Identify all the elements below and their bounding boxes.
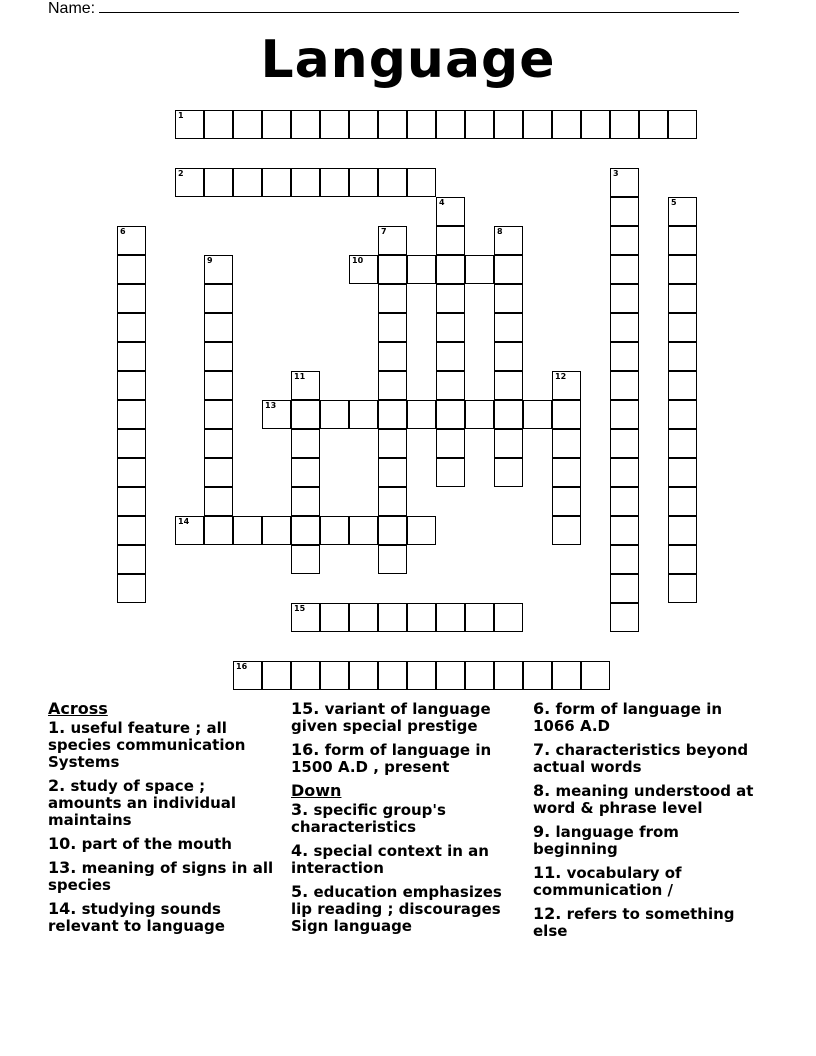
- clue-number: 9: [207, 256, 213, 265]
- grid-cell[interactable]: [204, 429, 233, 458]
- clue-text: refers to something else: [533, 905, 735, 940]
- grid-cell[interactable]: [668, 284, 697, 313]
- grid-cell[interactable]: [465, 110, 494, 139]
- grid-cell-6[interactable]: [117, 226, 146, 255]
- grid-cell[interactable]: [668, 110, 697, 139]
- clue: [533, 741, 758, 776]
- grid-cell[interactable]: [378, 371, 407, 400]
- clue-text: characteristics beyond actual words: [533, 741, 749, 776]
- grid-cell[interactable]: [610, 429, 639, 458]
- clue: [533, 700, 758, 735]
- clue: [533, 864, 758, 899]
- grid-cell[interactable]: [349, 110, 378, 139]
- clue-text: variant of language given special prestige: [291, 700, 491, 735]
- grid-cell[interactable]: [378, 400, 407, 429]
- grid-cell[interactable]: [610, 487, 639, 516]
- grid-cell[interactable]: [349, 400, 378, 429]
- grid-cell[interactable]: [320, 603, 349, 632]
- clue: [291, 842, 521, 877]
- grid-cell[interactable]: [494, 110, 523, 139]
- clue-number: 9.: [533, 822, 551, 841]
- grid-cell[interactable]: [610, 313, 639, 342]
- clue: [533, 782, 758, 817]
- grid-cell[interactable]: [465, 255, 494, 284]
- grid-cell[interactable]: [494, 458, 523, 487]
- clue-heading-down: Down: [291, 781, 342, 800]
- grid-cell[interactable]: [552, 661, 581, 690]
- grid-cell[interactable]: [668, 458, 697, 487]
- grid-cell[interactable]: [407, 516, 436, 545]
- grid-cell[interactable]: [320, 168, 349, 197]
- grid-cell[interactable]: [378, 342, 407, 371]
- grid-cell-15[interactable]: [291, 603, 320, 632]
- grid-cell[interactable]: [610, 371, 639, 400]
- puzzle-title: Language: [260, 30, 556, 90]
- grid-cell[interactable]: [378, 516, 407, 545]
- grid-cell[interactable]: [204, 110, 233, 139]
- clue-number: 4: [439, 198, 445, 207]
- grid-cell[interactable]: [233, 516, 262, 545]
- grid-cell[interactable]: [523, 110, 552, 139]
- grid-cell-16[interactable]: [233, 661, 262, 690]
- grid-cell[interactable]: [378, 603, 407, 632]
- grid-cell[interactable]: [610, 574, 639, 603]
- grid-cell[interactable]: [436, 110, 465, 139]
- grid-cell-3[interactable]: [610, 168, 639, 197]
- grid-cell[interactable]: [291, 429, 320, 458]
- grid-cell-12[interactable]: [552, 371, 581, 400]
- grid-cell[interactable]: [639, 110, 668, 139]
- grid-cell[interactable]: [494, 603, 523, 632]
- grid-cell[interactable]: [204, 458, 233, 487]
- grid-cell[interactable]: [552, 487, 581, 516]
- clue-number: 7.: [533, 740, 551, 759]
- grid-cell[interactable]: [436, 371, 465, 400]
- grid-cell[interactable]: [552, 458, 581, 487]
- grid-cell[interactable]: [117, 371, 146, 400]
- clue: [48, 777, 278, 829]
- grid-cell[interactable]: [378, 661, 407, 690]
- grid-cell[interactable]: [291, 458, 320, 487]
- clue-number: 6.: [533, 699, 551, 718]
- grid-cell[interactable]: [523, 661, 552, 690]
- grid-cell[interactable]: [494, 255, 523, 284]
- grid-cell[interactable]: [668, 516, 697, 545]
- clue-text: specific group's characteristics: [291, 801, 446, 836]
- clue-number: 10: [352, 256, 364, 265]
- grid-cell[interactable]: [610, 197, 639, 226]
- clue-heading-across: Across: [48, 699, 108, 718]
- clue-text: language from beginning: [533, 823, 679, 858]
- clue-text: studying sounds relevant to language: [48, 900, 225, 935]
- grid-cell-2[interactable]: [175, 168, 204, 197]
- grid-cell[interactable]: [436, 313, 465, 342]
- grid-cell[interactable]: [523, 400, 552, 429]
- grid-cell[interactable]: [610, 255, 639, 284]
- grid-cell[interactable]: [349, 661, 378, 690]
- clue-number: 15: [294, 604, 306, 613]
- clues-column-3: [533, 700, 758, 946]
- grid-cell[interactable]: [668, 545, 697, 574]
- grid-cell[interactable]: [117, 458, 146, 487]
- clue: [48, 859, 278, 894]
- grid-cell[interactable]: [436, 603, 465, 632]
- clue-text: meaning understood at word & phrase level: [533, 782, 754, 817]
- grid-cell[interactable]: [407, 110, 436, 139]
- grid-cell[interactable]: [204, 371, 233, 400]
- grid-cell[interactable]: [378, 545, 407, 574]
- clue-number: 16: [236, 662, 248, 671]
- grid-cell[interactable]: [407, 168, 436, 197]
- grid-cell[interactable]: [436, 661, 465, 690]
- grid-cell[interactable]: [668, 487, 697, 516]
- grid-cell[interactable]: [407, 603, 436, 632]
- clue-number: 8: [497, 227, 503, 236]
- grid-cell[interactable]: [117, 516, 146, 545]
- grid-cell[interactable]: [668, 226, 697, 255]
- grid-cell[interactable]: [320, 661, 349, 690]
- clues-column-1: [48, 700, 278, 941]
- grid-cell[interactable]: [204, 516, 233, 545]
- clue-text: vocabulary of communication /: [533, 864, 682, 899]
- grid-cell[interactable]: [494, 313, 523, 342]
- clue-number: 5: [671, 198, 677, 207]
- grid-cell[interactable]: [117, 284, 146, 313]
- grid-cell[interactable]: [378, 313, 407, 342]
- grid-cell[interactable]: [552, 516, 581, 545]
- grid-cell[interactable]: [117, 574, 146, 603]
- grid-cell[interactable]: [610, 545, 639, 574]
- grid-cell[interactable]: [378, 458, 407, 487]
- grid-cell[interactable]: [349, 168, 378, 197]
- clue-text: useful feature ; all species communication Systems: [48, 719, 246, 771]
- clue-number: 13: [265, 401, 277, 410]
- grid-cell[interactable]: [349, 516, 378, 545]
- grid-cell[interactable]: [204, 168, 233, 197]
- grid-cell[interactable]: [436, 458, 465, 487]
- clue-number: 2.: [48, 776, 66, 795]
- clue-number: 15.: [291, 699, 320, 718]
- grid-cell[interactable]: [291, 661, 320, 690]
- grid-cell[interactable]: [494, 371, 523, 400]
- clue: [48, 719, 278, 771]
- grid-cell[interactable]: [436, 284, 465, 313]
- grid-cell[interactable]: [436, 342, 465, 371]
- grid-cell[interactable]: [204, 400, 233, 429]
- grid-cell[interactable]: [378, 284, 407, 313]
- grid-cell[interactable]: [552, 400, 581, 429]
- clue-text: study of space ; amounts an individual maintains: [48, 777, 237, 829]
- clue-number: 8.: [533, 781, 551, 800]
- clue-number: 4.: [291, 841, 309, 860]
- grid-cell[interactable]: [668, 371, 697, 400]
- grid-cell[interactable]: [581, 110, 610, 139]
- clue-number: 11.: [533, 863, 562, 882]
- grid-cell[interactable]: [610, 400, 639, 429]
- grid-cell[interactable]: [291, 545, 320, 574]
- grid-cell[interactable]: [204, 313, 233, 342]
- clues-column-2: [291, 700, 521, 941]
- grid-cell[interactable]: [668, 313, 697, 342]
- grid-cell[interactable]: [262, 168, 291, 197]
- clue-number: 16.: [291, 740, 320, 759]
- clue-number: 1: [178, 111, 184, 120]
- grid-cell[interactable]: [407, 400, 436, 429]
- grid-cell[interactable]: [581, 661, 610, 690]
- grid-cell-10[interactable]: [349, 255, 378, 284]
- clue: [48, 900, 278, 935]
- clue: [291, 801, 521, 836]
- clue-number: 5.: [291, 882, 309, 901]
- grid-cell[interactable]: [233, 110, 262, 139]
- grid-cell[interactable]: [291, 168, 320, 197]
- grid-cell[interactable]: [610, 516, 639, 545]
- grid-cell-7[interactable]: [378, 226, 407, 255]
- clue-number: 2: [178, 169, 184, 178]
- grid-cell-4[interactable]: [436, 197, 465, 226]
- clue: [291, 741, 521, 776]
- grid-cell[interactable]: [436, 226, 465, 255]
- grid-cell[interactable]: [552, 429, 581, 458]
- clue-number: 6: [120, 227, 126, 236]
- grid-cell[interactable]: [320, 400, 349, 429]
- grid-cell[interactable]: [117, 342, 146, 371]
- grid-cell[interactable]: [465, 661, 494, 690]
- grid-cell[interactable]: [552, 110, 581, 139]
- grid-cell[interactable]: [610, 110, 639, 139]
- clue-number: 1.: [48, 718, 66, 737]
- grid-cell[interactable]: [407, 255, 436, 284]
- grid-cell-8[interactable]: [494, 226, 523, 255]
- grid-cell[interactable]: [407, 661, 436, 690]
- grid-cell-1[interactable]: [175, 110, 204, 139]
- grid-cell[interactable]: [668, 400, 697, 429]
- grid-cell[interactable]: [465, 603, 494, 632]
- clue-number: 10.: [48, 834, 77, 853]
- grid-cell[interactable]: [610, 342, 639, 371]
- clue-number: 14: [178, 517, 190, 526]
- name-label: Name:: [48, 0, 96, 17]
- clue-number: 12.: [533, 904, 562, 923]
- grid-cell[interactable]: [465, 400, 494, 429]
- grid-cell[interactable]: [378, 110, 407, 139]
- grid-cell[interactable]: [262, 661, 291, 690]
- clue-number: 12: [555, 372, 567, 381]
- grid-cell[interactable]: [291, 400, 320, 429]
- grid-cell[interactable]: [117, 400, 146, 429]
- grid-cell[interactable]: [494, 342, 523, 371]
- grid-cell-9[interactable]: [204, 255, 233, 284]
- grid-cell[interactable]: [117, 313, 146, 342]
- grid-cell[interactable]: [262, 110, 291, 139]
- grid-cell[interactable]: [436, 429, 465, 458]
- grid-cell[interactable]: [291, 110, 320, 139]
- grid-cell[interactable]: [291, 487, 320, 516]
- grid-cell[interactable]: [262, 516, 291, 545]
- grid-cell[interactable]: [233, 168, 262, 197]
- clue-text: form of language in 1500 A.D , present: [291, 741, 492, 776]
- clue: [533, 823, 758, 858]
- grid-cell[interactable]: [291, 516, 320, 545]
- grid-cell[interactable]: [668, 429, 697, 458]
- grid-cell-11[interactable]: [291, 371, 320, 400]
- grid-cell[interactable]: [349, 603, 378, 632]
- clue: [48, 835, 278, 853]
- clue: [291, 700, 521, 735]
- clue-number: 3: [613, 169, 619, 178]
- grid-cell[interactable]: [204, 487, 233, 516]
- clue-number: 7: [381, 227, 387, 236]
- clue: [533, 905, 758, 940]
- grid-cell[interactable]: [610, 603, 639, 632]
- clue-text: education emphasizes lip reading ; discourages Sign language: [291, 883, 502, 935]
- clue-number: 13.: [48, 858, 77, 877]
- clue-number: 14.: [48, 899, 77, 918]
- grid-cell[interactable]: [610, 458, 639, 487]
- grid-cell-5[interactable]: [668, 197, 697, 226]
- grid-cell-14[interactable]: [175, 516, 204, 545]
- grid-cell[interactable]: [378, 487, 407, 516]
- grid-cell[interactable]: [494, 284, 523, 313]
- clue-text: meaning of signs in all species: [48, 859, 274, 894]
- grid-cell[interactable]: [494, 400, 523, 429]
- grid-cell[interactable]: [378, 255, 407, 284]
- grid-cell[interactable]: [494, 661, 523, 690]
- clue-text: form of language in 1066 A.D: [533, 700, 723, 735]
- grid-cell[interactable]: [378, 168, 407, 197]
- grid-cell[interactable]: [320, 516, 349, 545]
- clue-number: 11: [294, 372, 306, 381]
- grid-cell[interactable]: [436, 400, 465, 429]
- grid-cell[interactable]: [494, 429, 523, 458]
- grid-cell[interactable]: [668, 342, 697, 371]
- grid-cell[interactable]: [668, 574, 697, 603]
- grid-cell[interactable]: [610, 284, 639, 313]
- clue-text: special context in an interaction: [291, 842, 489, 877]
- grid-cell[interactable]: [378, 429, 407, 458]
- grid-cell-13[interactable]: [262, 400, 291, 429]
- grid-cell[interactable]: [117, 487, 146, 516]
- grid-cell[interactable]: [117, 255, 146, 284]
- clue: [291, 883, 521, 935]
- grid-cell[interactable]: [117, 429, 146, 458]
- grid-cell[interactable]: [117, 545, 146, 574]
- grid-cell[interactable]: [204, 284, 233, 313]
- grid-cell[interactable]: [668, 255, 697, 284]
- grid-cell[interactable]: [610, 226, 639, 255]
- clue-text: part of the mouth: [81, 835, 232, 853]
- clue-number: 3.: [291, 800, 309, 819]
- grid-cell[interactable]: [204, 342, 233, 371]
- grid-cell[interactable]: [320, 110, 349, 139]
- grid-cell[interactable]: [436, 255, 465, 284]
